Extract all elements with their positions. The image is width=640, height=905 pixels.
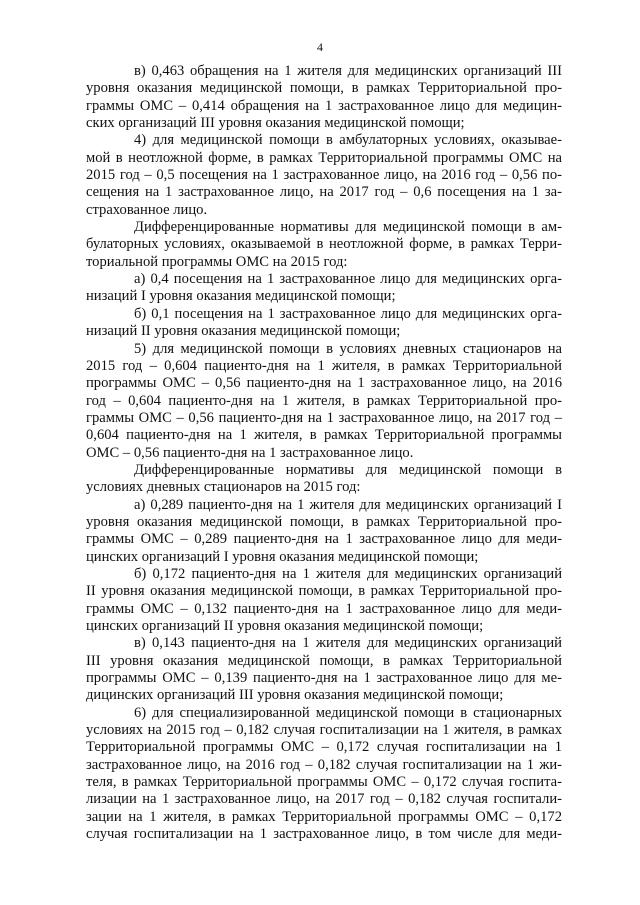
text-line: ОМС – 0,56 пациенто-дня на 1 застрахованное лицо. — [86, 444, 414, 461]
text-line: программы ОМС – 0,56 пациенто-дня на 1 застрахованное лицо, на 2016 — [86, 375, 562, 392]
text-line: в) 0,143 пациенто-дня на 1 жителя для медицинских организаций — [134, 635, 562, 652]
text-line: условиях на 2015 год – 0,182 случая госпитализации на 1 жителя, в рамках — [86, 722, 562, 739]
text-line: дицинских организаций III уровня оказания медицинской помощи; — [86, 687, 504, 704]
text-line: 0,604 пациенто-дня на 1 жителя, в рамках Территориальной программы — [86, 427, 562, 444]
text-line: зации на 1 жителя, в рамках Территориальной программы ОМС – 0,172 — [86, 808, 562, 825]
text-line: 6) для специализированной медицинской помощи в стационарных — [134, 704, 562, 721]
text-line: цинских организаций II уровня оказания медицинской помощи; — [86, 618, 484, 634]
text-line: программы ОМС – 0,139 пациенто-дня на 1 застрахованное лицо для ме- — [86, 670, 562, 687]
text-line: ских организаций III уровня оказания медицинской помощи; — [86, 115, 465, 132]
text-line: булаторных условиях, оказываемой в неотложной форме, в рамках Терри- — [86, 236, 562, 253]
text-line: 5) для медицинской помощи в условиях дневных стационаров на — [134, 340, 562, 357]
text-line: мой в неотложной форме, в рамках Территориальной программы ОМС на — [86, 149, 562, 166]
text-line: низаций I уровня оказания медицинской помощи; — [86, 288, 396, 305]
document-body — [86, 63, 562, 843]
text-line: застрахованное лицо, на 2016 год – 0,182 случая госпитализации на 1 жи- — [86, 756, 562, 773]
text-line: условиях дневных стационаров на 2015 год: — [86, 479, 361, 496]
text-line: 2015 год – 0,5 посещения на 1 застрахованное лицо, на 2016 год – 0,56 по- — [86, 167, 562, 184]
text-line: Территориальной программы ОМС – 0,172 случая госпитализации на 1 — [86, 739, 562, 756]
text-line: теля, в рамках Территориальной программы ОМС – 0,172 случая госпита- — [86, 774, 562, 791]
text-line: б) 0,172 пациенто-дня на 1 жителя для медицинских организаций — [134, 565, 562, 582]
text-line: III уровня оказания медицинской помощи, в рамках Территориальной — [86, 652, 562, 669]
text-line: сещения на 1 застрахованное лицо, на 2017 год – 0,6 посещения на 1 за- — [86, 184, 562, 201]
text-line: 2015 год – 0,604 пациенто-дня на 1 жителя, в рамках Территориальной — [86, 357, 562, 374]
text-line: II уровня оказания медицинской помощи, в рамках Территориальной про- — [86, 583, 562, 600]
page-number: 4 — [317, 40, 323, 54]
text-line: Дифференцированные нормативы для медицинской помощи в ам- — [134, 219, 562, 236]
text-line: граммы ОМС – 0,289 пациенто-дня на 1 застрахованное лицо для меди- — [86, 531, 562, 548]
text-line: б) 0,1 посещения на 1 застрахованное лицо для медицинских орга- — [134, 305, 562, 322]
text-line: в) 0,463 обращения на 1 жителя для медицинских организаций III — [134, 63, 562, 79]
text-line: граммы ОМС – 0,132 пациенто-дня на 1 застрахованное лицо для меди- — [86, 600, 562, 617]
text-line: лизации на 1 застрахованное лицо, на 2017 год – 0,182 случая госпитали- — [86, 791, 562, 808]
text-line: Дифференцированные нормативы для медицинской помощи в — [134, 461, 562, 478]
text-line: цинских организаций I уровня оказания медицинской помощи; — [86, 548, 479, 565]
text-line: а) 0,289 пациенто-дня на 1 жителя для медицинских организаций I — [134, 496, 562, 513]
text-line: случая госпитализации на 1 застрахованное лицо, в том числе для меди- — [86, 826, 562, 843]
text-line: низаций II уровня оказания медицинской помощи; — [86, 323, 401, 340]
text-line: уровня оказания медицинской помощи, в рамках Территориальной про- — [86, 513, 562, 530]
text-line: ториальной программы ОМС на 2015 год: — [86, 253, 348, 270]
text-line: граммы ОМС – 0,56 пациенто-дня на 1 застрахованное лицо, на 2017 год – — [86, 409, 562, 426]
text-line: год – 0,604 пациенто-дня на 1 жителя, в рамках Территориальной про- — [86, 392, 562, 409]
text-line: граммы ОМС – 0,414 обращения на 1 застрахованное лицо для медицин- — [86, 97, 562, 114]
text-line: уровня оказания медицинской помощи, в рамках Территориальной про- — [86, 80, 562, 97]
text-line: страхованное лицо. — [86, 201, 208, 218]
text-line: а) 0,4 посещения на 1 застрахованное лицо для медицинских орга- — [134, 271, 562, 288]
text-line: 4) для медицинской помощи в амбулаторных условиях, оказывае- — [134, 132, 562, 149]
